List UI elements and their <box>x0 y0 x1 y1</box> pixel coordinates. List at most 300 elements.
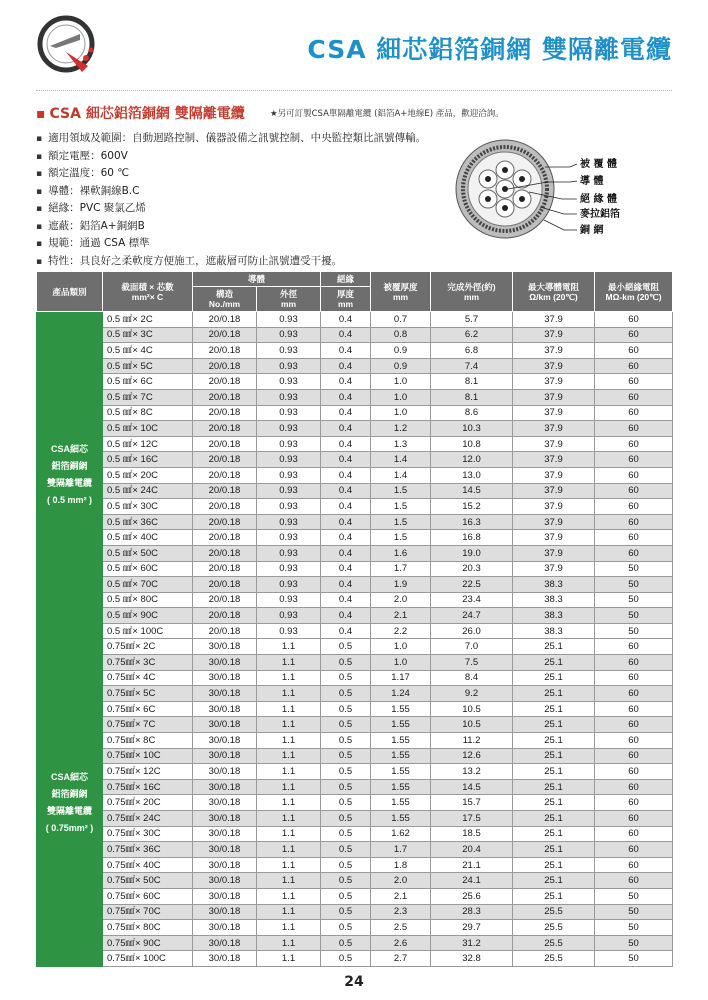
table-row <box>37 467 673 483</box>
table-row <box>37 639 673 655</box>
table-cell: 0.5 <box>321 857 371 873</box>
table-cell: 7.4 <box>431 358 513 374</box>
table-row <box>37 670 673 686</box>
table-cell: 60 <box>595 655 673 671</box>
table-cell: 23.4 <box>431 592 513 608</box>
table-cell: 0.5 ㎟× 12C <box>103 436 193 452</box>
col-size-unit: mm²× C <box>131 291 164 302</box>
table-row <box>37 327 673 343</box>
table-row <box>37 483 673 499</box>
table-cell: 30/0.18 <box>193 733 257 749</box>
table-row <box>37 888 673 904</box>
table-cell: 24.1 <box>431 873 513 889</box>
table-cell: 0.5 <box>321 842 371 858</box>
table-cell: 60 <box>595 389 673 405</box>
table-row <box>37 733 673 749</box>
table-cell: 13.2 <box>431 764 513 780</box>
table-cell: 20/0.18 <box>193 467 257 483</box>
cable-spec-table <box>36 271 673 967</box>
table-cell: 1.1 <box>257 701 321 717</box>
table-cell: 20/0.18 <box>193 623 257 639</box>
table-cell: 1.1 <box>257 764 321 780</box>
table-cell: 1.0 <box>371 405 431 421</box>
table-cell: 60 <box>595 795 673 811</box>
spec-item: ▪ 適用領域及範圍：自動迴路控制、儀器設備之訊號控制、中央監控類比訊號傳輸。 <box>36 130 426 148</box>
table-row <box>37 826 673 842</box>
table-cell: 0.5 ㎟× 20C <box>103 467 193 483</box>
table-cell: 38.3 <box>513 592 595 608</box>
table-cell: 2.2 <box>371 623 431 639</box>
table-cell: 60 <box>595 530 673 546</box>
table-row <box>37 530 673 546</box>
table-cell: 1.2 <box>371 421 431 437</box>
table-cell: 0.5 <box>321 655 371 671</box>
table-cell: 0.5 ㎟× 30C <box>103 499 193 515</box>
table-cell: 60 <box>595 343 673 359</box>
table-cell: 0.4 <box>321 467 371 483</box>
table-cell: 60 <box>595 312 673 328</box>
table-cell: 17.5 <box>431 811 513 827</box>
table-cell: 0.93 <box>257 467 321 483</box>
table-cell: 1.1 <box>257 857 321 873</box>
category-label-line: CSA細芯 <box>50 444 88 455</box>
table-cell: 0.5 <box>321 733 371 749</box>
table-cell: 0.4 <box>321 499 371 515</box>
table-cell: 30/0.18 <box>193 811 257 827</box>
table-row <box>37 811 673 827</box>
table-cell: 0.5 <box>321 670 371 686</box>
table-cell: 1.55 <box>371 779 431 795</box>
table-cell: 18.5 <box>431 826 513 842</box>
col-insres-unit: MΩ-km (20℃) <box>605 291 662 302</box>
table-cell: 1.8 <box>371 857 431 873</box>
table-cell: 1.1 <box>257 935 321 951</box>
table-cell: 60 <box>595 545 673 561</box>
category-label-line: ( 0.75mm² ) <box>45 822 94 833</box>
table-cell: 20/0.18 <box>193 483 257 499</box>
table-cell: 60 <box>595 826 673 842</box>
table-cell: 1.55 <box>371 795 431 811</box>
table-cell: 30/0.18 <box>193 670 257 686</box>
table-cell: 2.7 <box>371 951 431 967</box>
table-cell: 20/0.18 <box>193 545 257 561</box>
table-cell: 1.1 <box>257 873 321 889</box>
table-cell: 0.75㎟× 12C <box>103 764 193 780</box>
col-outer-unit: mm <box>463 291 480 302</box>
table-cell: 0.93 <box>257 327 321 343</box>
table-row <box>37 873 673 889</box>
col-size-label: 截面積 × 芯數 <box>121 281 174 292</box>
table-cell: 1.0 <box>371 655 431 671</box>
table-row <box>37 577 673 593</box>
table-cell: 0.5 ㎟× 8C <box>103 405 193 421</box>
table-row <box>37 545 673 561</box>
table-cell: 60 <box>595 779 673 795</box>
table-cell: 0.5 ㎟× 16C <box>103 452 193 468</box>
table-cell: 12.0 <box>431 452 513 468</box>
table-cell: 37.9 <box>513 405 595 421</box>
table-cell: 0.75㎟× 36C <box>103 842 193 858</box>
table-cell: 1.1 <box>257 639 321 655</box>
table-cell: 16.3 <box>431 514 513 530</box>
table-cell: 25.1 <box>513 686 595 702</box>
table-cell: 38.3 <box>513 608 595 624</box>
table-cell: 0.75㎟× 60C <box>103 888 193 904</box>
table-cell: 0.75㎟× 10C <box>103 748 193 764</box>
table-cell: 1.1 <box>257 733 321 749</box>
table-cell: 0.75㎟× 40C <box>103 857 193 873</box>
spec-item: ▪ 導體：裸軟銅線B.C <box>36 183 426 201</box>
table-cell: 0.75㎟× 24C <box>103 811 193 827</box>
table-cell: 1.7 <box>371 842 431 858</box>
table-cell: 0.5 ㎟× 10C <box>103 421 193 437</box>
table-cell: 60 <box>595 436 673 452</box>
table-row <box>37 951 673 967</box>
table-cell: 0.5 <box>321 717 371 733</box>
table-cell: 0.5 <box>321 873 371 889</box>
table-cell: 60 <box>595 421 673 437</box>
diagram-label-conductor: 導 體 <box>580 176 604 187</box>
table-cell: 1.55 <box>371 733 431 749</box>
table-cell: 0.75㎟× 30C <box>103 826 193 842</box>
table-cell: 8.6 <box>431 405 513 421</box>
table-cell: 25.5 <box>513 951 595 967</box>
table-cell: 2.0 <box>371 873 431 889</box>
table-cell: 0.4 <box>321 561 371 577</box>
table-cell: 60 <box>595 499 673 515</box>
table-cell: 20/0.18 <box>193 343 257 359</box>
table-cell: 1.55 <box>371 717 431 733</box>
table-cell: 38.3 <box>513 623 595 639</box>
table-row <box>37 343 673 359</box>
table-cell: 0.93 <box>257 421 321 437</box>
table-row <box>37 857 673 873</box>
table-cell: 30/0.18 <box>193 764 257 780</box>
table-cell: 0.4 <box>321 530 371 546</box>
page-number: 24 <box>344 974 364 990</box>
table-cell: 1.0 <box>371 389 431 405</box>
table-cell: 0.5 ㎟× 80C <box>103 592 193 608</box>
table-cell: 1.1 <box>257 748 321 764</box>
table-cell: 60 <box>595 483 673 499</box>
table-cell: 30/0.18 <box>193 842 257 858</box>
table-row <box>37 561 673 577</box>
table-cell: 25.1 <box>513 857 595 873</box>
table-cell: 37.9 <box>513 343 595 359</box>
product-category-cell <box>37 312 103 639</box>
table-cell: 60 <box>595 748 673 764</box>
table-cell: 25.5 <box>513 920 595 936</box>
table-cell: 60 <box>595 857 673 873</box>
diagram-label-copper-braid: 銅 網 <box>580 225 604 236</box>
table-cell: 25.1 <box>513 764 595 780</box>
table-cell: 20/0.18 <box>193 436 257 452</box>
table-cell: 60 <box>595 327 673 343</box>
col-category: 產品類別 <box>37 272 103 312</box>
table-cell: 30/0.18 <box>193 873 257 889</box>
table-cell: 0.93 <box>257 592 321 608</box>
col-od-label: 外徑 <box>280 289 298 299</box>
table-cell: 20/0.18 <box>193 405 257 421</box>
table-cell: 30/0.18 <box>193 888 257 904</box>
table-cell: 37.9 <box>513 327 595 343</box>
table-cell: 0.5 <box>321 951 371 967</box>
table-cell: 19.0 <box>431 545 513 561</box>
product-category-cell <box>37 639 103 966</box>
table-cell: 0.4 <box>321 483 371 499</box>
table-cell: 50 <box>595 623 673 639</box>
table-cell: 0.4 <box>321 514 371 530</box>
table-cell: 0.93 <box>257 312 321 328</box>
category-label-line: 鋁箔銅網 <box>51 788 88 799</box>
table-cell: 0.5 ㎟× 2C <box>103 312 193 328</box>
table-cell: 20/0.18 <box>193 499 257 515</box>
table-cell: 2.1 <box>371 888 431 904</box>
table-cell: 0.93 <box>257 561 321 577</box>
table-cell: 0.75㎟× 4C <box>103 670 193 686</box>
table-cell: 0.93 <box>257 499 321 515</box>
table-cell: 37.9 <box>513 467 595 483</box>
table-cell: 5.7 <box>431 312 513 328</box>
table-cell: 1.0 <box>371 639 431 655</box>
table-cell: 25.5 <box>513 904 595 920</box>
table-row <box>37 623 673 639</box>
table-cell: 0.93 <box>257 577 321 593</box>
table-cell: 37.9 <box>513 499 595 515</box>
table-cell: 20/0.18 <box>193 592 257 608</box>
table-cell: 2.1 <box>371 608 431 624</box>
table-cell: 1.1 <box>257 904 321 920</box>
table-cell: 50 <box>595 592 673 608</box>
section-heading-text: CSA 細芯鋁箔銅網 雙隔離電纜 <box>49 106 245 122</box>
table-row <box>37 655 673 671</box>
table-row <box>37 795 673 811</box>
table-cell: 0.4 <box>321 608 371 624</box>
table-cell: 50 <box>595 561 673 577</box>
col-outer <box>431 272 513 312</box>
col-thickness <box>321 287 371 312</box>
table-cell: 0.8 <box>371 327 431 343</box>
table-cell: 0.75㎟× 80C <box>103 920 193 936</box>
table-row <box>37 514 673 530</box>
table-cell: 30/0.18 <box>193 686 257 702</box>
table-cell: 0.4 <box>321 405 371 421</box>
col-sheath-label: 被覆厚度 <box>383 281 418 292</box>
col-insres <box>595 272 673 312</box>
table-cell: 0.5 ㎟× 36C <box>103 514 193 530</box>
table-row <box>37 405 673 421</box>
table-cell: 60 <box>595 467 673 483</box>
table-cell: 20/0.18 <box>193 389 257 405</box>
table-cell: 37.9 <box>513 421 595 437</box>
table-cell: 31.2 <box>431 935 513 951</box>
table-cell: 25.1 <box>513 811 595 827</box>
table-cell: 20/0.18 <box>193 358 257 374</box>
table-cell: 1.1 <box>257 670 321 686</box>
table-cell: 0.93 <box>257 358 321 374</box>
table-cell: 1.1 <box>257 920 321 936</box>
table-cell: 50 <box>595 920 673 936</box>
table-cell: 1.1 <box>257 811 321 827</box>
table-cell: 0.5 <box>321 904 371 920</box>
table-cell: 37.9 <box>513 312 595 328</box>
table-cell: 0.5 ㎟× 4C <box>103 343 193 359</box>
table-cell: 6.8 <box>431 343 513 359</box>
table-cell: 30/0.18 <box>193 795 257 811</box>
table-cell: 0.4 <box>321 312 371 328</box>
table-cell: 60 <box>595 764 673 780</box>
table-cell: 15.7 <box>431 795 513 811</box>
table-cell: 0.4 <box>321 436 371 452</box>
col-construction-unit: No./mm <box>208 299 241 309</box>
table-cell: 0.5 <box>321 686 371 702</box>
table-cell: 0.4 <box>321 374 371 390</box>
table-cell: 0.93 <box>257 374 321 390</box>
table-cell: 37.9 <box>513 374 595 390</box>
table-cell: 37.9 <box>513 436 595 452</box>
table-cell: 37.9 <box>513 561 595 577</box>
table-row <box>37 842 673 858</box>
table-cell: 0.75㎟× 16C <box>103 779 193 795</box>
table-cell: 0.9 <box>371 358 431 374</box>
table-cell: 1.7 <box>371 561 431 577</box>
table-cell: 30/0.18 <box>193 857 257 873</box>
table-cell: 14.5 <box>431 779 513 795</box>
diagram-label-mylar-foil: 麥拉鋁箔 <box>580 209 620 220</box>
table-cell: 1.1 <box>257 779 321 795</box>
table-cell: 30/0.18 <box>193 920 257 936</box>
table-cell: 60 <box>595 452 673 468</box>
table-cell: 60 <box>595 873 673 889</box>
table-cell: 2.0 <box>371 592 431 608</box>
table-cell: 21.1 <box>431 857 513 873</box>
table-cell: 30/0.18 <box>193 951 257 967</box>
table-cell: 0.75㎟× 90C <box>103 935 193 951</box>
table-cell: 0.4 <box>321 421 371 437</box>
table-cell: 50 <box>595 951 673 967</box>
table-cell: 30/0.18 <box>193 748 257 764</box>
table-cell: 1.1 <box>257 826 321 842</box>
table-cell: 38.3 <box>513 577 595 593</box>
table-cell: 1.24 <box>371 686 431 702</box>
table-cell: 1.5 <box>371 499 431 515</box>
table-cell: 25.1 <box>513 873 595 889</box>
col-sheath-unit: mm <box>392 291 409 302</box>
table-cell: 60 <box>595 374 673 390</box>
table-cell: 0.4 <box>321 327 371 343</box>
table-cell: 60 <box>595 842 673 858</box>
table-cell: 0.5 ㎟× 40C <box>103 530 193 546</box>
table-cell: 30/0.18 <box>193 904 257 920</box>
table-cell: 1.1 <box>257 655 321 671</box>
table-cell: 37.9 <box>513 389 595 405</box>
diagram-label-sheath: 被 覆 體 <box>580 159 617 170</box>
table-row <box>37 920 673 936</box>
col-resistance-unit: Ω/km (20℃) <box>529 291 578 302</box>
table-cell: 6.2 <box>431 327 513 343</box>
cable-cross-section-diagram <box>452 137 682 243</box>
table-row <box>37 592 673 608</box>
table-cell: 1.1 <box>257 717 321 733</box>
table-cell: 0.5 <box>321 639 371 655</box>
table-cell: 0.93 <box>257 452 321 468</box>
table-cell: 0.93 <box>257 530 321 546</box>
col-insres-label: 最小絕緣電阻 <box>608 281 660 292</box>
col-resistance-label: 最大導體電阻 <box>528 281 580 292</box>
table-cell: 0.5 <box>321 811 371 827</box>
table-cell: 2.6 <box>371 935 431 951</box>
table-cell: 20/0.18 <box>193 452 257 468</box>
table-cell: 25.1 <box>513 826 595 842</box>
table-row <box>37 686 673 702</box>
col-outer-label: 完成外徑(約) <box>447 281 496 292</box>
table-body <box>37 312 673 967</box>
table-cell: 1.1 <box>257 842 321 858</box>
table-cell: 0.93 <box>257 545 321 561</box>
table-cell: 0.93 <box>257 436 321 452</box>
table-cell: 1.6 <box>371 545 431 561</box>
table-cell: 60 <box>595 405 673 421</box>
table-cell: 0.4 <box>321 577 371 593</box>
table-cell: 20/0.18 <box>193 530 257 546</box>
table-cell: 0.9 <box>371 343 431 359</box>
spec-item: ▪ 遮蔽：鋁箔A+銅網B <box>36 218 426 236</box>
table-row <box>37 389 673 405</box>
table-cell: 0.5 ㎟× 70C <box>103 577 193 593</box>
table-cell: 1.1 <box>257 888 321 904</box>
table-cell: 0.5 ㎟× 24C <box>103 483 193 499</box>
table-cell: 29.7 <box>431 920 513 936</box>
table-cell: 10.3 <box>431 421 513 437</box>
spec-item: ▪ 額定溫度：60 ℃ <box>36 165 426 183</box>
table-cell: 2.5 <box>371 920 431 936</box>
table-cell: 0.4 <box>321 623 371 639</box>
table-cell: 50 <box>595 935 673 951</box>
table-cell: 25.5 <box>513 935 595 951</box>
table-cell: 1.17 <box>371 670 431 686</box>
table-cell: 30/0.18 <box>193 779 257 795</box>
table-row <box>37 701 673 717</box>
table-cell: 0.5 <box>321 764 371 780</box>
table-row <box>37 779 673 795</box>
table-cell: 37.9 <box>513 545 595 561</box>
table-cell: 25.1 <box>513 655 595 671</box>
table-cell: 0.93 <box>257 483 321 499</box>
table-cell: 60 <box>595 701 673 717</box>
page-title: CSA 細芯鋁箔銅網 雙隔離電纜 <box>307 35 672 64</box>
table-cell: 37.9 <box>513 483 595 499</box>
table-cell: 0.5 <box>321 920 371 936</box>
table-cell: 14.5 <box>431 483 513 499</box>
table-cell: 25.1 <box>513 842 595 858</box>
table-cell: 0.4 <box>321 389 371 405</box>
table-cell: 20/0.18 <box>193 421 257 437</box>
category-label-line: 鋁箔銅網 <box>51 461 88 472</box>
table-cell: 0.5 ㎟× 3C <box>103 327 193 343</box>
table-row <box>37 935 673 951</box>
table-cell: 10.8 <box>431 436 513 452</box>
table-cell: 20.4 <box>431 842 513 858</box>
table-cell: 22.5 <box>431 577 513 593</box>
col-thickness-label: 厚度 <box>337 289 355 299</box>
table-cell: 0.5 ㎟× 50C <box>103 545 193 561</box>
category-label-line: 雙隔離電纜 <box>46 478 92 489</box>
table-cell: 0.5 ㎟× 90C <box>103 608 193 624</box>
table-cell: 60 <box>595 733 673 749</box>
col-construction <box>193 287 257 312</box>
table-cell: 37.9 <box>513 514 595 530</box>
table-cell: 0.93 <box>257 343 321 359</box>
